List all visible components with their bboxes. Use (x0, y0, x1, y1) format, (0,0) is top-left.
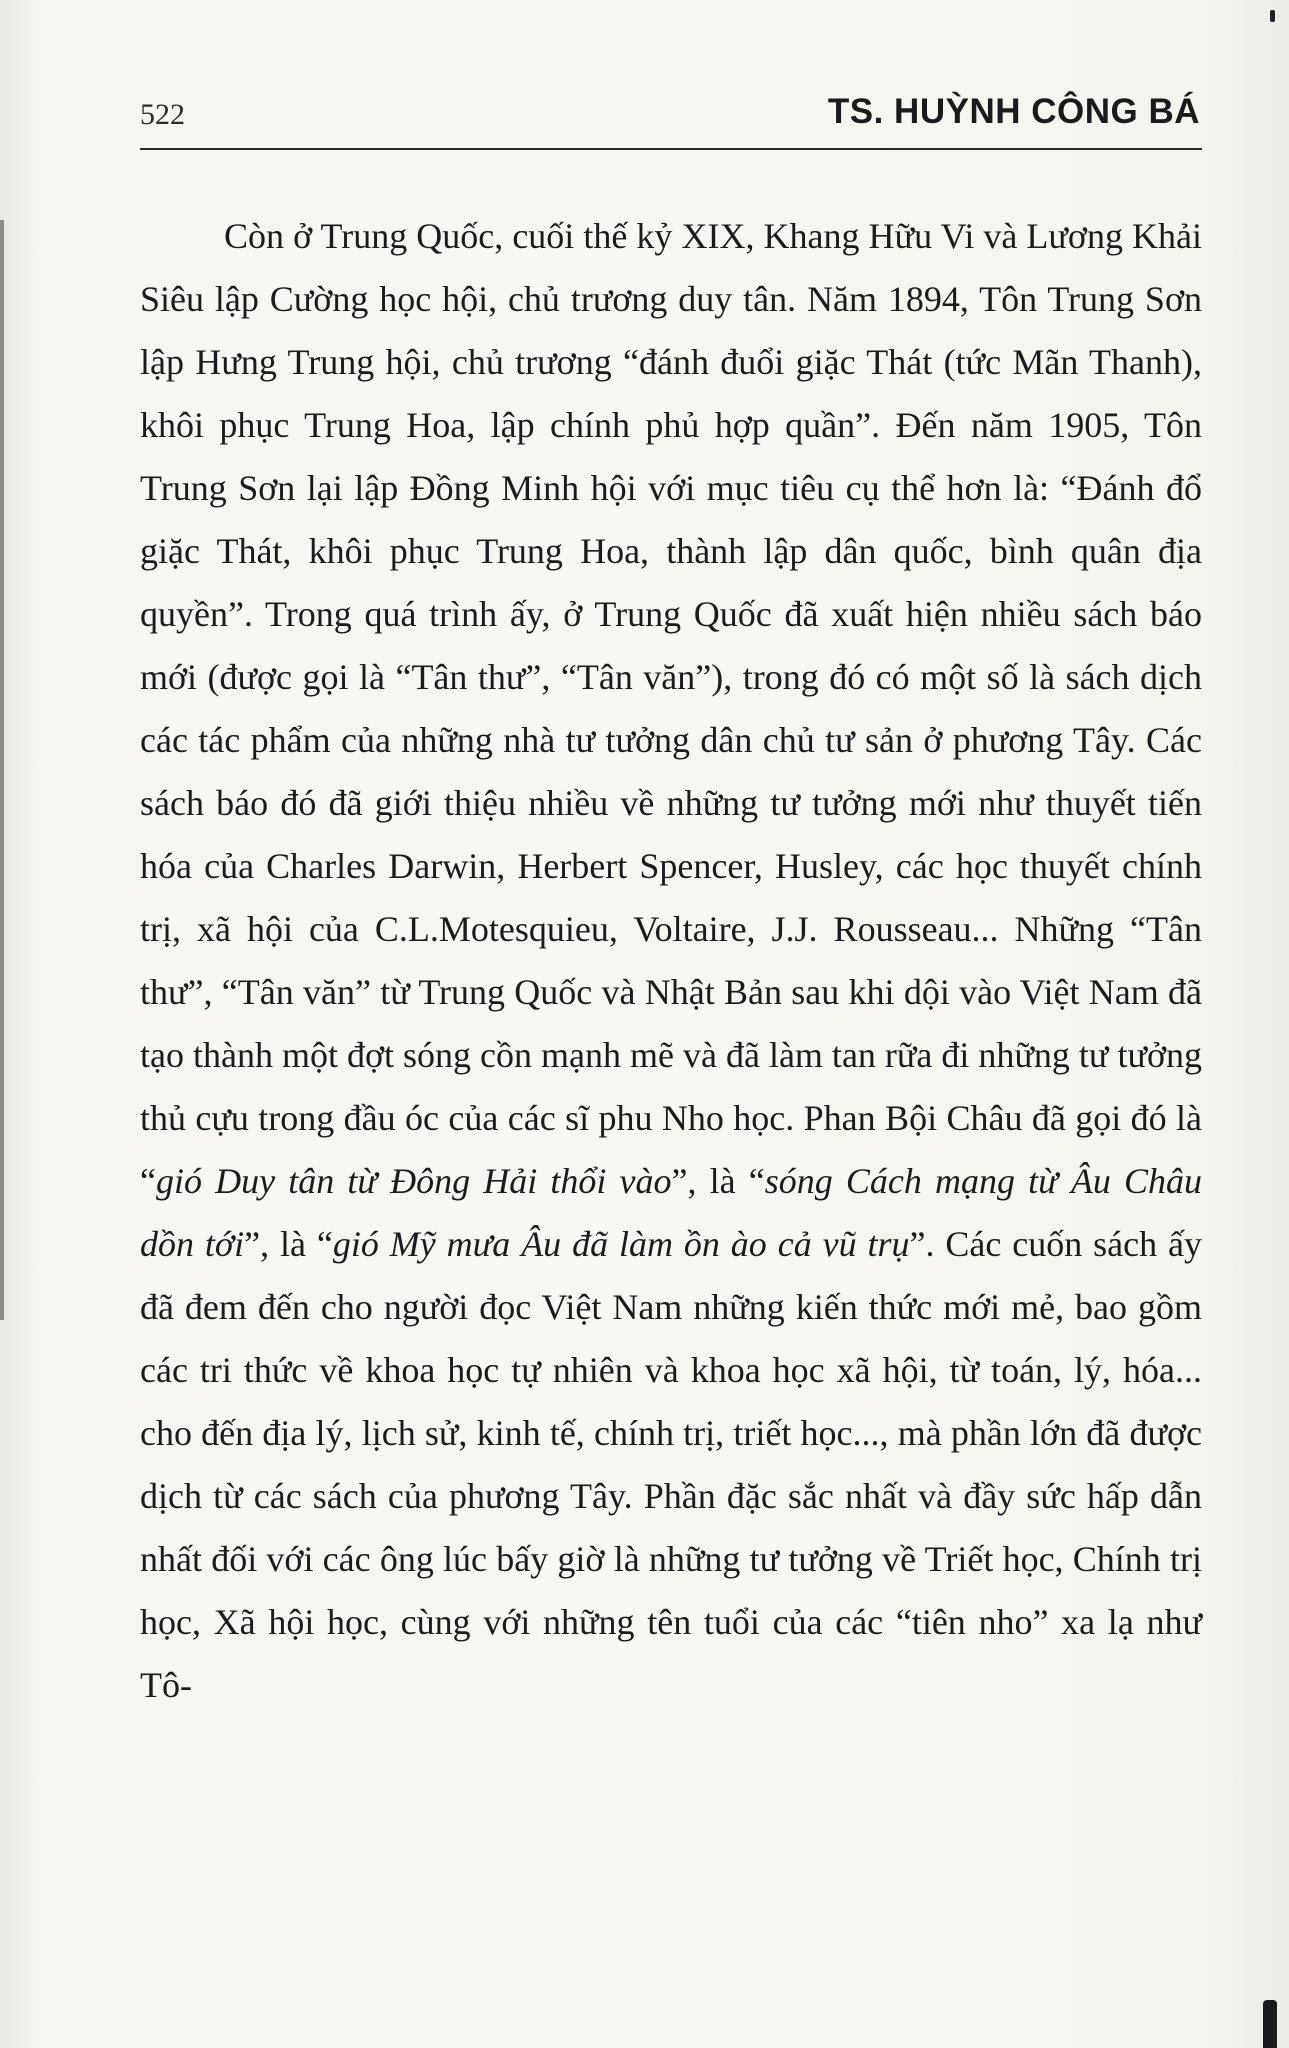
page-header (140, 88, 1200, 148)
quote-gio-my-mua-au: gió Mỹ mưa Âu đã làm ồn ào cả vũ trụ (332, 1224, 910, 1264)
header-rule (140, 148, 1202, 150)
scan-mark-bottom (1263, 2000, 1277, 2048)
page-edge-shadow (0, 220, 4, 1320)
body-text-part-2: ”, là “ (671, 1161, 765, 1201)
running-head-author: TS. HUỲNH CÔNG BÁ (827, 92, 1200, 131)
quote-cach-mang: sóng Cách mạng từ Âu Châu dồn tới (140, 1161, 1202, 1264)
body-text-part-4: ”. Các cuốn sách ấy đã đem đến cho người đọc Việt Nam những kiến thức mới mẻ, bao gồm các tri thức về khoa học tự nhiên và khoa học xã hội, từ toán, lý, hóa... cho đến địa lý, lịch sử, kinh tế, chính trị, triết học..., mà phần lớn đã được dịch từ các sách của phương Tây. Phần đặc sắc nhất và đầy sức hấp dẫn nhất đối với các ông lúc bấy giờ là những tư tưởng về Triết học, Chính trị học, Xã hội học, cùng với những tên tuổi của các “tiên nho” xa lạ như Tô- (140, 1224, 1202, 1705)
body-text-part-3: ”, là “ (244, 1224, 333, 1264)
quote-duy-tan: gió Duy tân từ Đông Hải thổi vào (155, 1161, 672, 1201)
body-text-part-1: Còn ở Trung Quốc, cuối thế kỷ XIX, Khang Hữu Vi và Lương Khải Siêu lập Cường học hội, chủ trương duy tân. Năm 1894, Tôn Trung Sơn lập Hưng Trung hội, chủ trương “đánh đuổi giặc Thát (tức Mãn Thanh), khôi phục Trung Hoa, lập chính phủ hợp quần”. Đến năm 1905, Tôn Trung Sơn lại lập Đồng Minh hội với mục tiêu cụ thể hơn là: “Đánh đổ giặc Thát, khôi phục Trung Hoa, thành lập dân quốc, bình quân địa quyền”. Trong quá trình ấy, ở Trung Quốc đã xuất hiện nhiều sách báo mới (được gọi là “Tân thư”, “Tân văn”), trong đó có một số là sách dịch các tác phẩm của những nhà tư tưởng dân chủ tư sản ở phương Tây. Các sách báo đó đã giới thiệu nhiều về những tư tưởng mới như thuyết tiến hóa của Charles Darwin, Herbert Spencer, Husley, các học thuyết chính trị, xã hội của C.L.Motesquieu, Voltaire, J.J. Rousseau... Những “Tân thư”, “Tân văn” từ Trung Quốc và Nhật Bản sau khi dội vào Việt Nam đã tạo thành một đợt sóng cồn mạnh mẽ và đã làm tan rữa đi những tư tưởng thủ cựu trong đầu óc của các sĩ phu Nho học. Phan Bội Châu đã gọi đó là “ (140, 216, 1202, 1201)
body-paragraph (140, 205, 1202, 1717)
scan-mark-top (1270, 10, 1275, 22)
page-number: 522 (140, 98, 185, 131)
